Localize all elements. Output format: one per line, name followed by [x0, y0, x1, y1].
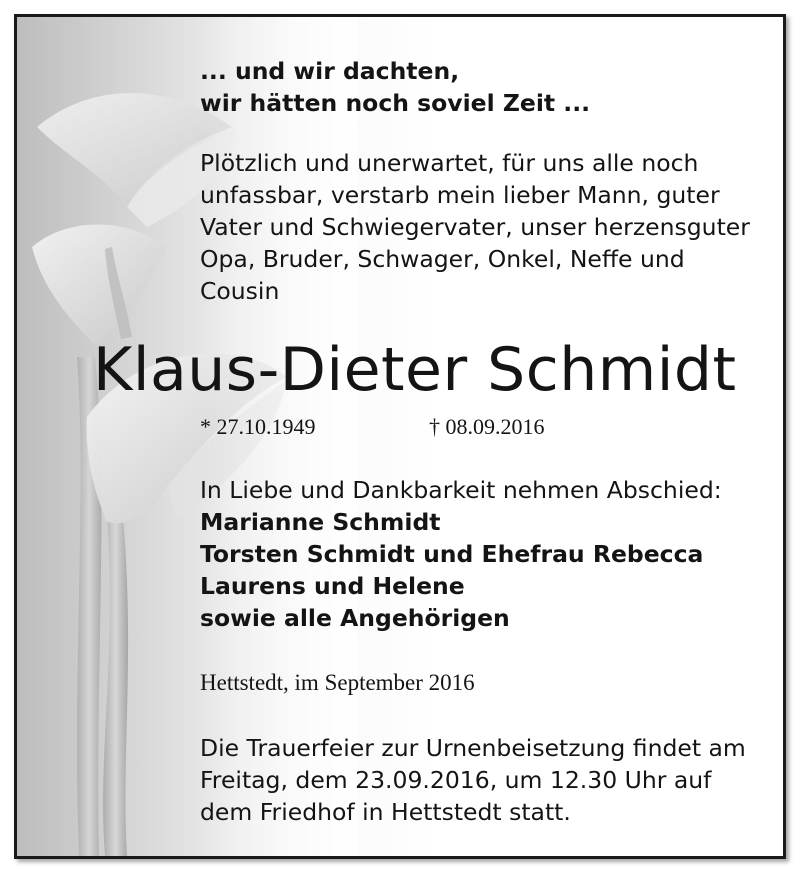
deceased-name: Klaus-Dieter Schmidt — [93, 335, 737, 405]
intro-line: unfassbar, verstarb mein lieber Mann, guter — [200, 181, 720, 209]
birth-date: * 27.10.1949 — [200, 414, 316, 439]
intro-line: Vater und Schwiegervater, unser herzensguter — [200, 213, 750, 241]
mourners-intro: In Liebe und Dankbarkeit nehmen Abschied: — [200, 476, 722, 504]
mourner-name: sowie alle Angehörigen — [200, 604, 510, 632]
intro-line: Cousin — [200, 277, 280, 305]
mourner-name: Marianne Schmidt — [200, 508, 441, 536]
funeral-line: Die Trauerfeier zur Urnenbeisetzung findet am — [200, 734, 746, 762]
funeral-line: Freitag, dem 23.09.2016, um 12.30 Uhr auf — [200, 766, 712, 794]
death-date: † 08.09.2016 — [429, 414, 545, 439]
intro-line: Plötzlich und unerwartet, für uns alle noch — [200, 149, 699, 177]
funeral-line: dem Friedhof in Hettstedt statt. — [200, 798, 571, 826]
obituary-frame — [14, 14, 786, 859]
place-date: Hettstedt, im September 2016 — [200, 670, 475, 695]
intro-line: Opa, Bruder, Schwager, Onkel, Neffe und — [200, 245, 685, 273]
mourner-name: Torsten Schmidt und Ehefrau Rebecca — [200, 540, 704, 568]
mourner-name: Laurens und Helene — [200, 572, 465, 600]
heading-line-2: wir hätten noch soviel Zeit ... — [200, 89, 591, 117]
heading-line-1: ... und wir dachten, — [200, 57, 460, 85]
